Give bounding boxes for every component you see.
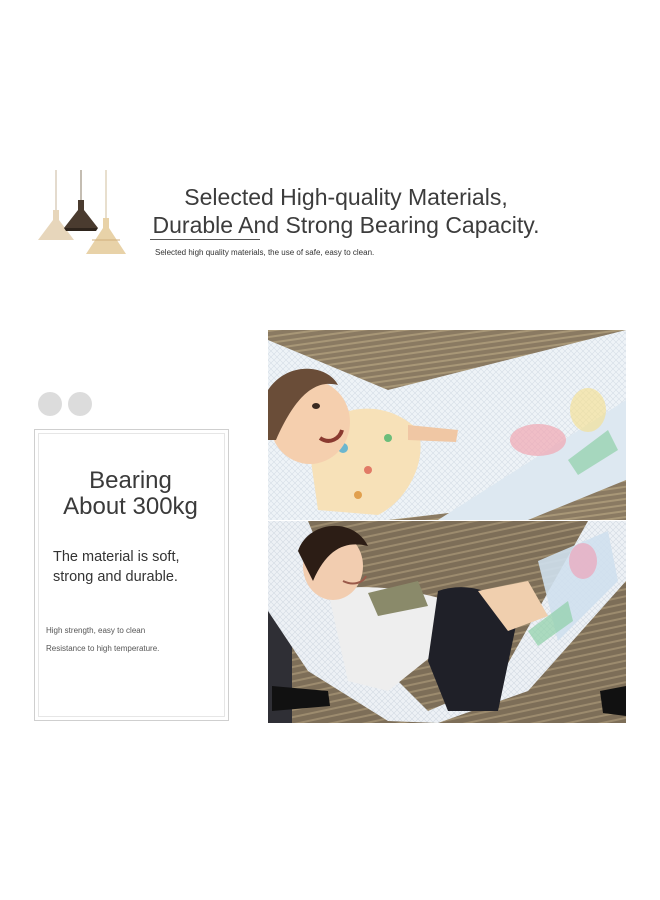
photo-child-in-hammock [268, 330, 626, 520]
headline [146, 183, 546, 239]
headline-line-1: Selected High-quality Materials, [184, 184, 508, 210]
photo-adult-in-hammock [268, 521, 626, 723]
headline-subline: Selected high quality materials, the use of safe, easy to clean. [155, 248, 375, 257]
card-title-line-1: Bearing [89, 467, 172, 494]
card-material-line-2: strong and durable. [53, 569, 178, 585]
dot-2 [68, 392, 92, 416]
feature-card [34, 429, 229, 721]
pendant-lamps-icon [36, 170, 130, 262]
card-title-line-2: About 300kg [63, 493, 198, 520]
headline-line-2: Durable And Strong Bearing Capacity. [152, 212, 540, 238]
dot-1 [38, 392, 62, 416]
headline-underline [150, 239, 260, 240]
card-title [53, 468, 208, 520]
card-material-line-1: The material is soft, [53, 549, 180, 565]
card-feature-2: Resistance to high temperature. [46, 644, 160, 653]
card-material-text [53, 547, 213, 587]
card-feature-1: High strength, easy to clean [46, 626, 146, 635]
